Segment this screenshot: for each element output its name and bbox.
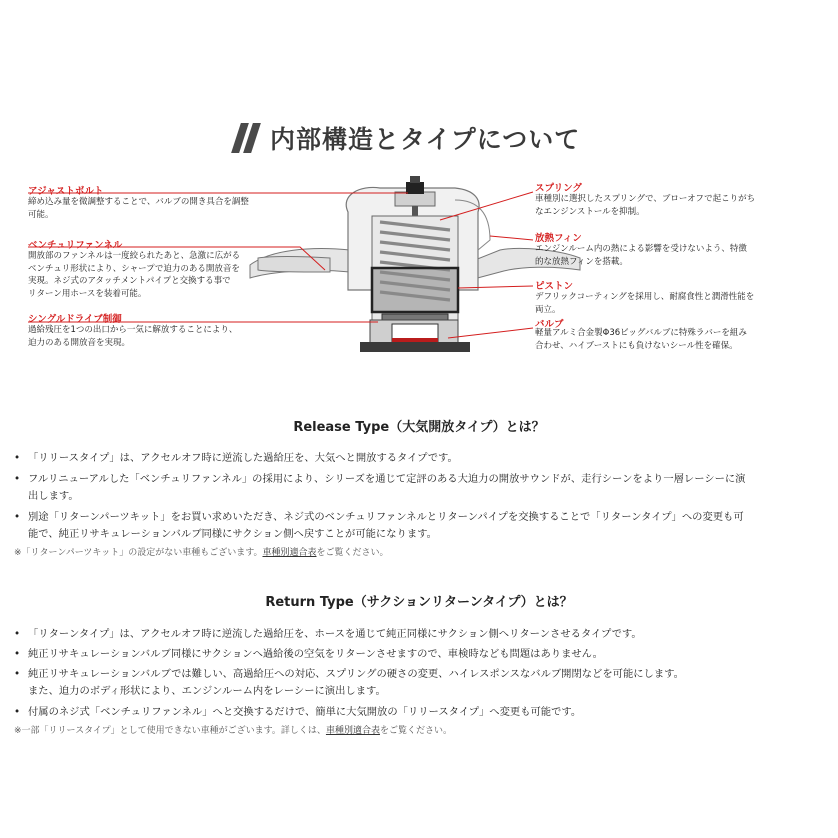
return-note: ※一部「リリースタイプ」として使用できない車種がございます。詳しくは、車種別適合表をご覧ください。 [14,726,452,736]
label-valve: バルブ [535,319,564,330]
desc-valve: 軽量アルミ合金製Φ36ビッグバルブに特殊ラバーを組み 合わせ、ハイブーストにも負けないシール性を確保。 [535,328,747,351]
desc-spring: 車種別に選択したスプリングで、ブローオフで起こりがち なエンジンストールを抑制。 [535,194,756,217]
release-note: ※「リターンパーツキット」の設定がない車種もございます。車種別適合表をご覧ください。 [14,548,389,558]
desc-piston: デフリックコーティングを採用し、耐腐食性と潤滑性能を 両立。 [535,292,755,315]
desc-venturi-funnel: 開放部のファンネルは一度絞られたあと、急激に広がる ベンチュリ形状により、シャープで迫力のある開放音を 実現。ネジ式のアタッチメントパイプと交換する事で リターン用ホースを装着可能。 [28,251,241,299]
compat-table-link[interactable]: 車種別適合表 [262,548,317,558]
release-type-heading: Release Type（大気開放タイプ）とは？ [293,420,545,435]
desc-single-drive: 過給残圧を1つの出口から一気に解放することにより、 迫力のある開放音を実現。 [28,325,238,348]
label-spring: スプリング [535,183,582,194]
desc-adjust-bolt: 締め込み量を微調整することで、バルブの開き具合を調整 可能。 [28,197,249,220]
label-single-drive: シングルドライブ制御 [28,314,122,325]
page-title: 内部構造とタイプについて [270,125,581,154]
label-adjust-bolt: アジャストボルト [28,186,104,197]
desc-fin: エンジンルーム内の熱による影響を受けないよう、特徴 的な放熱フィンを搭載。 [535,244,747,267]
label-venturi-funnel: ベンチュリファンネル [28,240,123,251]
label-piston: ピストン [535,281,574,292]
label-fin: 放熱フィン [535,233,582,244]
compat-table-link[interactable]: 車種別適合表 [325,726,380,736]
return-type-heading: Return Type（サクションリターンタイプ）とは？ [265,595,573,610]
